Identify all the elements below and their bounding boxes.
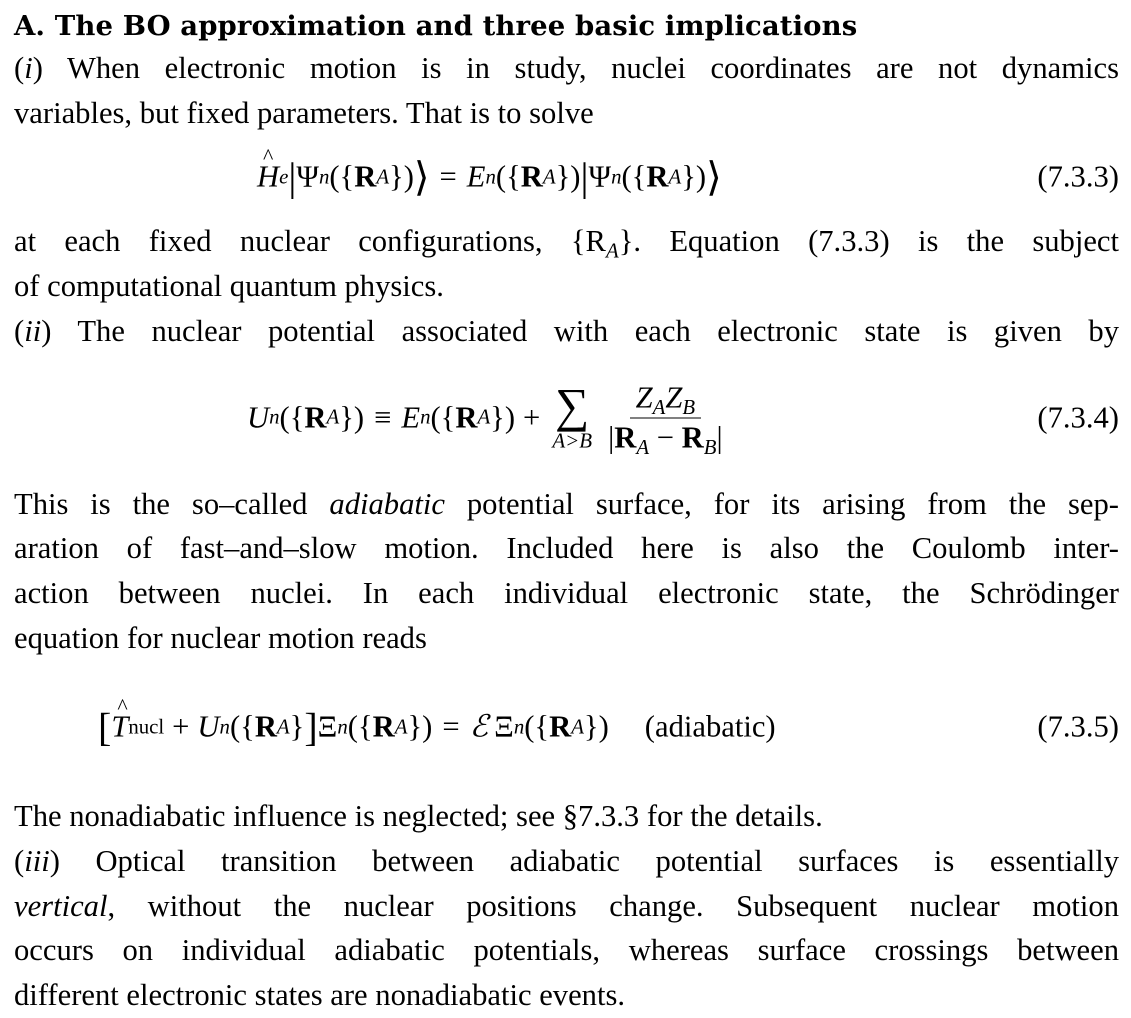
paragraph-nonadiabatic — [14, 794, 1119, 839]
text-line: (i) When electronic motion is in study, nuclei coordinates are not dynamics — [14, 51, 1119, 85]
math-symbol: ({ — [279, 400, 305, 435]
text-line: The nonadiabatic influence is neglected; see §7.3.3 for the details. — [14, 799, 823, 834]
math-symbol: ≡ — [374, 400, 392, 435]
document-page — [14, 6, 1119, 1018]
paragraph-adiabatic — [14, 482, 1119, 661]
text-span: }. Equation (7.3.3) is the subject — [618, 224, 1119, 259]
math-symbol: R — [372, 709, 395, 744]
math-symbol: R — [254, 709, 277, 744]
math-symbol: = — [442, 709, 460, 744]
text-line: different electronic states are nonadiabatic events. — [14, 978, 626, 1013]
math-symbol: ({ — [430, 400, 456, 435]
math-symbol: | — [288, 154, 297, 200]
text-line: (iii) Optical transition between adiabatic potential surfaces is essentially — [14, 844, 1119, 879]
fraction — [602, 380, 728, 459]
math-symbol: ({ — [495, 159, 521, 194]
text-span: This is the so–called — [14, 486, 330, 521]
text-span: , without the nuclear positions change. Subsequent nuclear motion — [107, 888, 1119, 923]
text-line: of computational quantum physics. — [14, 269, 444, 304]
emphasis: adiabatic — [329, 486, 445, 521]
math-symbol: }) — [681, 159, 707, 194]
text-span: potential surface, for its arising from the sep- — [444, 486, 1119, 521]
math-symbol: }) — [389, 159, 414, 194]
text-line: aration of fast–and–slow motion. Included here is also the Coulomb inter- — [14, 531, 1119, 566]
equation-7-3-3 — [14, 135, 1119, 219]
item-label: iii — [24, 844, 50, 879]
math-symbol: } — [289, 709, 305, 744]
text-line: equation for nuclear motion reads — [14, 620, 427, 655]
equation-body: U n ({ R A }) ≡ E n ({ R A }) + ∑ A>B $\frac{Z_AZ_B}{|R_A - R_B|}$ — [247, 380, 735, 455]
math-symbol: ℰ — [469, 709, 489, 745]
math-symbol: Ψ — [588, 159, 612, 194]
equation-number: (7.3.4) — [1037, 400, 1119, 435]
text-span: at each fixed nuclear configurations, {R — [14, 224, 606, 259]
paragraph-item-i — [14, 46, 1119, 135]
math-symbol: Ξ — [494, 709, 514, 744]
fraction-numerator: $Z_AZ_B$ — [630, 380, 701, 418]
math-symbol: + — [523, 400, 541, 435]
equation-7-3-5 — [14, 660, 1119, 794]
text-line: variables, but fixed parameters. That is to solve — [14, 95, 594, 130]
math-symbol: }) — [407, 709, 433, 744]
math-symbol: ^ H — [257, 160, 279, 195]
math-symbol: }) — [339, 400, 365, 435]
math-symbol: R — [520, 159, 543, 194]
math-symbol: Ξ — [317, 709, 338, 744]
text-span: The nuclear potential associated with each electronic state is given by — [51, 313, 1119, 348]
item-label: ii — [24, 313, 42, 348]
paragraph-item-ii — [14, 309, 1119, 354]
math-symbol: ({ — [621, 159, 647, 194]
equation-7-3-4 — [14, 354, 1119, 482]
math-symbol: R — [354, 159, 377, 194]
text-line: (ii) The nuclear potential associated with each electronic state is given by — [14, 313, 1119, 348]
math-symbol: }) — [555, 159, 581, 194]
summation — [552, 379, 593, 453]
paragraph-continuation — [14, 219, 1119, 308]
equation-number: (7.3.5) — [1037, 709, 1119, 744]
paragraph-item-iii — [14, 839, 1119, 1018]
sum-limit: A>B — [552, 428, 593, 453]
fraction-denominator: $|R_A - R_B|$ — [608, 420, 723, 459]
math-symbol: = — [439, 159, 457, 194]
math-symbol: R — [646, 159, 669, 194]
math-symbol: ⟩ — [706, 154, 722, 200]
math-symbol: ({ — [229, 709, 255, 744]
item-label: i — [24, 51, 33, 85]
section-heading: A. The BO approximation and three basic implications — [14, 10, 858, 42]
math-symbol: E — [401, 400, 421, 435]
text-line: occurs on individual adiabatic potentials, whereas surface crossings between — [14, 933, 1119, 968]
equation-body: ^ H e | Ψ n ({ R A }) ⟩ = E n ({ R A }) | Ψ n ({ R A }) ⟩ — [257, 160, 722, 195]
math-symbol: ^ T — [111, 710, 128, 745]
math-symbol: U — [247, 400, 270, 435]
math-symbol: }) — [490, 400, 516, 435]
equation-body: [ ^ T nucl + U n ({ R A } ] Ξ n ({ R A }) = ℰ Ξ n ({ R A }) (adiabatic) — [98, 710, 776, 745]
math-symbol: ⟩ — [413, 154, 430, 200]
text-line: at each fixed nuclear configurations, $\{R_A\}$. Equation (7.3.3) is the subject — [14, 224, 1119, 264]
equation-number: (7.3.3) — [1037, 159, 1119, 194]
math-symbol: + — [172, 709, 190, 744]
sum-symbol: ∑ — [555, 379, 590, 433]
text-line: action between nuclei. In each individual electronic state, the Schrödinger — [14, 575, 1119, 610]
text-span: When electronic motion is in study, nuclei coordinates are not dynamics — [42, 51, 1119, 85]
text-line — [14, 884, 1119, 929]
math-symbol: }) — [583, 709, 609, 744]
emphasis: vertical — [14, 888, 108, 923]
math-symbol: R — [549, 709, 572, 744]
math-symbol: [ — [98, 704, 112, 750]
math-symbol: U — [197, 709, 220, 744]
text-line — [14, 482, 1119, 527]
text-span: Optical transition between adiabatic potential surfaces is essentially — [59, 844, 1119, 879]
math-symbol: ({ — [347, 709, 373, 744]
math-symbol: | — [580, 154, 589, 200]
math-symbol: ] — [304, 704, 318, 750]
math-symbol: ({ — [524, 709, 550, 744]
math-symbol: R — [455, 400, 478, 435]
math-symbol: ({ — [329, 159, 355, 194]
math-symbol: R — [304, 400, 327, 435]
equation-annotation: (adiabatic) — [644, 709, 776, 744]
math-symbol: E — [466, 159, 486, 194]
math-symbol: Ψ — [296, 159, 319, 194]
